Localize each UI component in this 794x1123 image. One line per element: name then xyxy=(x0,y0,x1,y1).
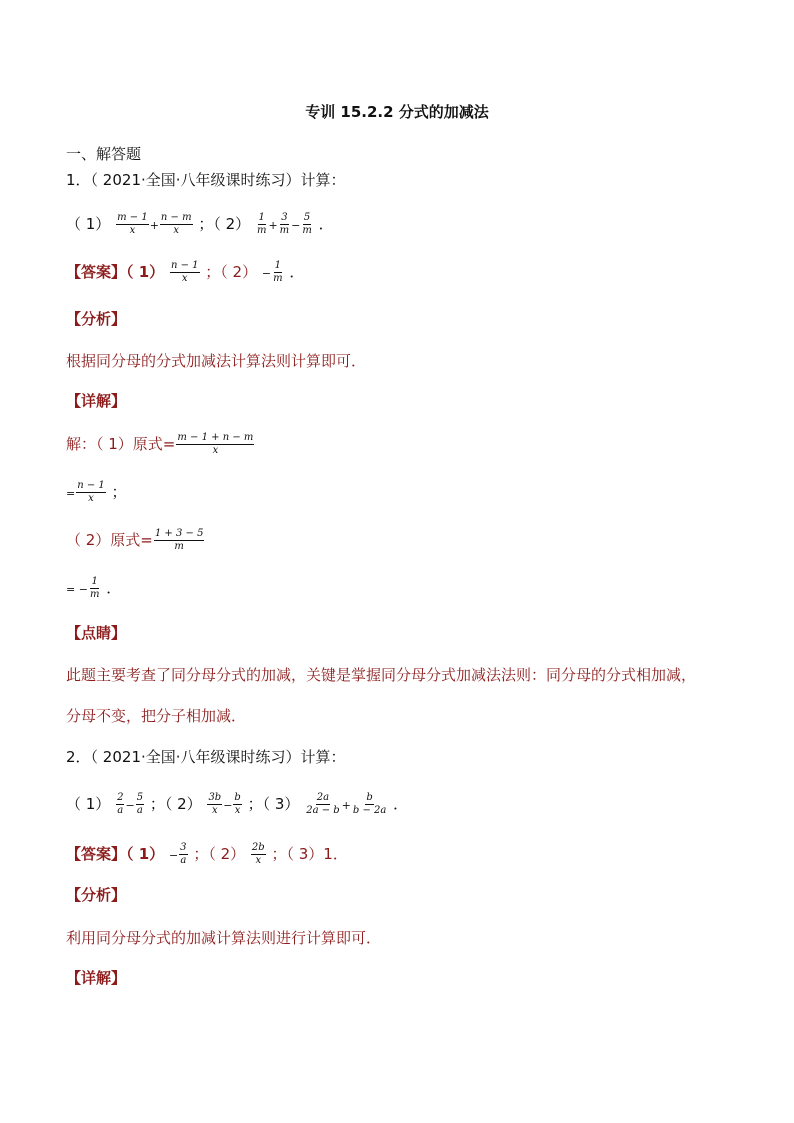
numerator: 1 + 3 − 5 xyxy=(154,528,204,539)
numerator: 2b xyxy=(251,842,265,853)
fraction xyxy=(160,212,193,237)
analysis-text: 根据同分母的分式加减法计算法则计算即可． xyxy=(66,352,367,370)
fraction xyxy=(136,792,144,817)
solution-line xyxy=(66,576,121,601)
numerator: b xyxy=(234,792,241,803)
page-title: 专训 15.2.2 分式的加减法 xyxy=(305,103,489,121)
numerator: m − 1 + n − m xyxy=(177,432,254,443)
section-heading: 一、解答题 xyxy=(66,145,142,163)
denominator: x xyxy=(88,493,94,504)
separator: ；（ 2） xyxy=(193,845,246,863)
fraction xyxy=(233,792,241,817)
denominator: 2a − b xyxy=(306,805,340,816)
denominator: a xyxy=(180,855,187,866)
operator: − xyxy=(261,267,272,280)
comment-label: 【点睛】 xyxy=(66,624,127,642)
numerator: 5 xyxy=(303,212,311,223)
denominator: m xyxy=(174,541,184,552)
denominator: m xyxy=(89,589,100,600)
comment-text: 此题主要考查了同分母分式的加减，关键是掌握同分母分式加减法法则：同分母的分式相加减， xyxy=(66,666,697,684)
fraction xyxy=(207,792,222,817)
fraction xyxy=(301,212,312,237)
operator: − xyxy=(125,799,135,812)
separator: ；（ 2） xyxy=(198,215,251,233)
end-mark: ． xyxy=(393,795,409,813)
numerator: 1 xyxy=(91,576,98,587)
denominator: a xyxy=(136,805,143,816)
numerator: 1 xyxy=(274,260,282,271)
question-1-answer xyxy=(66,260,304,285)
fraction xyxy=(76,480,106,505)
operator: + xyxy=(149,219,159,232)
fraction xyxy=(89,576,100,601)
denominator: x xyxy=(234,805,241,816)
end-mark: ． xyxy=(318,215,334,233)
solution-line xyxy=(66,480,127,505)
denominator: m xyxy=(273,273,283,284)
question-2-answer xyxy=(66,842,348,867)
denominator: m xyxy=(302,225,312,236)
solution-line xyxy=(66,528,205,553)
numerator: 3 xyxy=(180,842,187,853)
solution-line xyxy=(66,432,255,457)
numerator: 5 xyxy=(136,792,144,803)
fraction xyxy=(251,842,266,867)
numerator: m − 1 xyxy=(117,212,148,223)
answer-label: 【答案】（ 1） xyxy=(66,263,165,281)
numerator: n − 1 xyxy=(170,260,199,271)
separator: ；（ 3） xyxy=(247,795,300,813)
numerator: b xyxy=(366,792,373,803)
denominator: x xyxy=(255,855,262,866)
denominator: x xyxy=(129,225,136,236)
numerator: 3 xyxy=(281,212,288,223)
fraction xyxy=(179,842,187,867)
part-label: （ 1） xyxy=(66,795,111,813)
denominator: x xyxy=(173,225,180,236)
operator: + xyxy=(268,219,278,232)
comment-text: 分母不变，把分子相加减． xyxy=(66,707,247,725)
end-mark: ； xyxy=(111,483,127,501)
separator: ；（ 3）1． xyxy=(271,845,348,863)
fraction xyxy=(170,260,200,285)
answer-label: 【答案】（ 1） xyxy=(66,845,165,863)
part-label: （ 1） xyxy=(66,215,111,233)
detail-label: 【详解】 xyxy=(66,969,127,987)
separator: ；（ 2） xyxy=(149,795,202,813)
fraction xyxy=(154,528,205,553)
denominator: x xyxy=(212,805,218,816)
denominator: a xyxy=(117,805,124,816)
analysis-label: 【分析】 xyxy=(66,310,127,328)
numerator: 2 xyxy=(117,792,124,803)
operator: − xyxy=(168,849,179,862)
operator: + xyxy=(341,799,351,812)
denominator: m xyxy=(256,225,267,236)
question-2-stem: 2．（ 2021·全国·八年级课时练习）计算： xyxy=(66,748,346,766)
fraction xyxy=(305,792,340,817)
solution-prefix: = xyxy=(66,487,76,500)
denominator: m xyxy=(279,225,290,236)
fraction xyxy=(279,212,290,237)
detail-label: 【详解】 xyxy=(66,392,127,410)
analysis-text: 利用同分母分式的加减计算法则进行计算即可． xyxy=(66,929,382,947)
fraction xyxy=(352,792,387,817)
numerator: 1 xyxy=(258,212,265,223)
solution-prefix: （ 2）原式= xyxy=(66,531,153,549)
separator: ；（ 2） xyxy=(205,263,258,281)
fraction xyxy=(176,432,254,457)
operator: − xyxy=(223,799,233,812)
question-2-expression xyxy=(66,792,408,817)
numerator: n − 1 xyxy=(77,480,105,491)
denominator: x xyxy=(212,445,219,456)
solution-prefix: 解：（ 1）原式= xyxy=(66,435,176,453)
question-1-expression xyxy=(66,212,334,237)
fraction xyxy=(116,212,149,237)
denominator: b − 2a xyxy=(352,805,387,816)
operator: − xyxy=(291,219,301,232)
numerator: n − m xyxy=(160,212,192,223)
end-mark: ． xyxy=(289,263,305,281)
fraction xyxy=(272,260,283,285)
question-1-stem: 1．（ 2021·全国·八年级课时练习）计算： xyxy=(66,171,346,189)
solution-prefix: = − xyxy=(66,583,88,596)
numerator: 2a xyxy=(316,792,330,803)
numerator: 3b xyxy=(208,792,222,803)
denominator: x xyxy=(181,273,188,284)
fraction xyxy=(116,792,124,817)
end-mark: ． xyxy=(106,579,122,597)
analysis-label: 【分析】 xyxy=(66,886,127,904)
fraction xyxy=(256,212,267,237)
